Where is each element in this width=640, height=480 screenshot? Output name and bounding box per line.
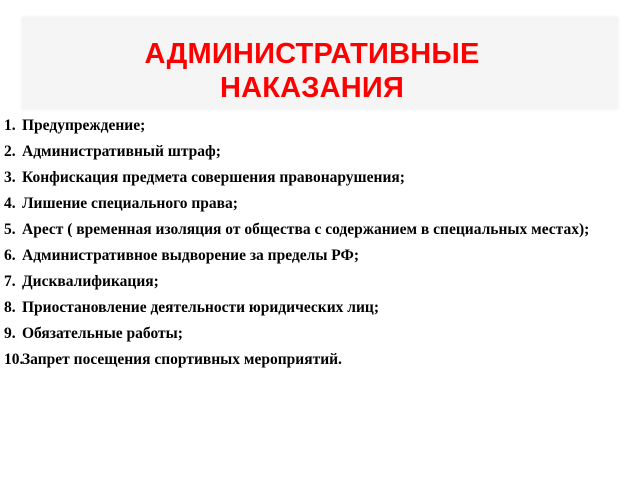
list-item-number: 7. bbox=[4, 272, 16, 290]
list-item bbox=[4, 166, 636, 191]
list-item bbox=[4, 348, 636, 373]
list-item-text: Лишение специального права; bbox=[22, 194, 238, 212]
list-item bbox=[4, 244, 636, 269]
list-item-text: Дисквалификация; bbox=[22, 272, 159, 290]
list-item-number: 9. bbox=[4, 324, 16, 342]
list-item-text: Административный штраф; bbox=[22, 142, 221, 160]
punishment-list bbox=[4, 112, 636, 372]
list-item-text: Административное выдворение за пределы РФ; bbox=[22, 246, 359, 264]
list-item-number: 3. bbox=[4, 168, 16, 186]
list-item-text: Обязательные работы; bbox=[22, 324, 183, 342]
list-item bbox=[4, 218, 636, 243]
list-item bbox=[4, 270, 636, 295]
list-item-text: Конфискация предмета совершения правонарушения; bbox=[22, 168, 405, 186]
title-box bbox=[22, 17, 618, 109]
list-item bbox=[4, 322, 636, 347]
list-item-text: Приостановление деятельности юридических лиц; bbox=[22, 298, 379, 316]
list-item bbox=[4, 114, 636, 139]
list-item-number: 5. bbox=[4, 220, 16, 238]
slide-title: АДМИНИСТРАТИВНЫЕ НАКАЗАНИЯ bbox=[144, 38, 480, 104]
list-item bbox=[4, 192, 636, 217]
list-item-number: 10. bbox=[4, 350, 24, 368]
list-item-number: 1. bbox=[4, 116, 16, 134]
list-item-text: Запрет посещения спортивных мероприятий. bbox=[22, 350, 342, 368]
list-item-number: 2. bbox=[4, 142, 16, 160]
list-item-number: 4. bbox=[4, 194, 16, 212]
list-item-number: 8. bbox=[4, 298, 16, 316]
list-item-number: 6. bbox=[4, 246, 16, 264]
list-item-text: Арест ( временная изоляция от общества с содержанием в специальных местах); bbox=[22, 220, 590, 238]
list-item-text: Предупреждение; bbox=[22, 116, 146, 134]
list-item bbox=[4, 140, 636, 165]
list-item bbox=[4, 296, 636, 321]
